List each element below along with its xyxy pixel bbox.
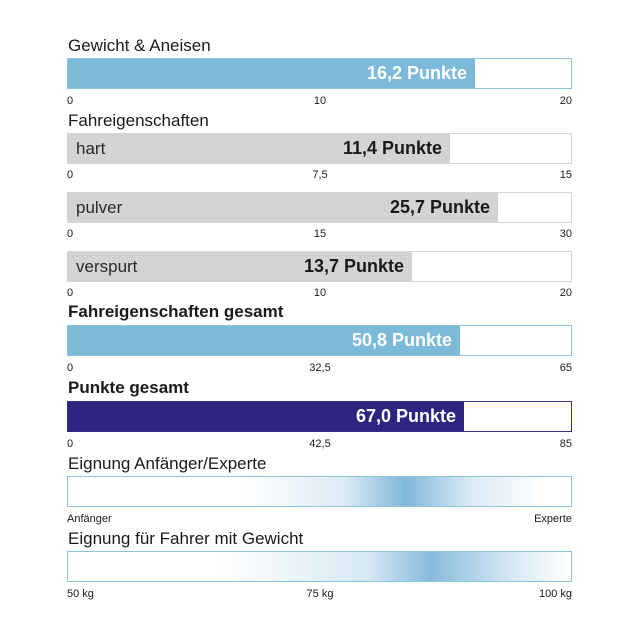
sub-label-verspurt: verspurt: [76, 256, 138, 276]
tick-gewicht-mid: 10: [313, 95, 327, 107]
bar-pulver: [67, 192, 572, 223]
value-label-hart: 11,4 Punkte: [342, 138, 442, 158]
tick-verspurt-mid: 10: [313, 287, 327, 299]
tick-verspurt-min: 0: [67, 287, 74, 299]
bar-verspurt: [67, 251, 572, 282]
value-label-punkte-gesamt: 67,0 Punkte: [355, 406, 456, 426]
tick-100kg: 100 kg: [538, 588, 572, 600]
value-label-pulver: 25,7 Punkte: [389, 197, 490, 217]
sub-label-pulver: pulver: [76, 197, 123, 217]
tick-pg-max: 85: [559, 438, 572, 450]
tick-pulver-mid: 15: [313, 228, 327, 240]
tick-fg-mid: 32,5: [309, 362, 331, 374]
heading-punkte-gesamt: Punkte gesamt: [68, 378, 189, 397]
tick-50kg: 50 kg: [67, 588, 94, 600]
heading-fahreigenschaften-gesamt: Fahreigenschaften gesamt: [68, 302, 284, 321]
tick-gewicht-min: 0: [67, 95, 74, 107]
bar-fahreigenschaften-gesamt: [67, 325, 572, 356]
tick-75kg: 75 kg: [306, 588, 334, 600]
tick-anfaenger: Anfänger: [67, 513, 112, 525]
tick-pg-mid: 42,5: [309, 438, 331, 450]
heading-eignung-niveau: Eignung Anfänger/Experte: [68, 454, 267, 473]
gradient-bar-gewicht: [67, 551, 572, 582]
heading-gewicht: Gewicht & Aneisen: [68, 36, 211, 55]
tick-gewicht-max: 20: [559, 95, 572, 107]
gradient-bar-niveau: [67, 476, 572, 507]
value-label-fahreigenschaften-gesamt: 50,8 Punkte: [351, 330, 452, 350]
bar-punkte-gesamt: [67, 401, 572, 432]
bar-gewicht: [67, 58, 572, 89]
tick-experte: Experte: [534, 513, 572, 525]
tick-pg-min: 0: [67, 438, 74, 450]
tick-pulver-max: 30: [559, 228, 572, 240]
value-label-verspurt: 13,7 Punkte: [303, 256, 404, 276]
heading-eignung-gewicht: Eignung für Fahrer mit Gewicht: [68, 529, 304, 548]
tick-fg-max: 65: [559, 362, 572, 374]
value-label-gewicht: 16,2 Punkte: [366, 63, 467, 83]
bar-hart: [67, 133, 572, 164]
tick-verspurt-max: 20: [559, 287, 572, 299]
heading-fahreigenschaften: Fahreigenschaften: [68, 111, 209, 130]
tick-fg-min: 0: [67, 362, 74, 374]
tick-hart-mid: 7,5: [312, 169, 328, 181]
tick-pulver-min: 0: [67, 228, 74, 240]
tick-hart-max: 15: [559, 169, 572, 181]
sub-label-hart: hart: [76, 138, 106, 158]
tick-hart-min: 0: [67, 169, 74, 181]
